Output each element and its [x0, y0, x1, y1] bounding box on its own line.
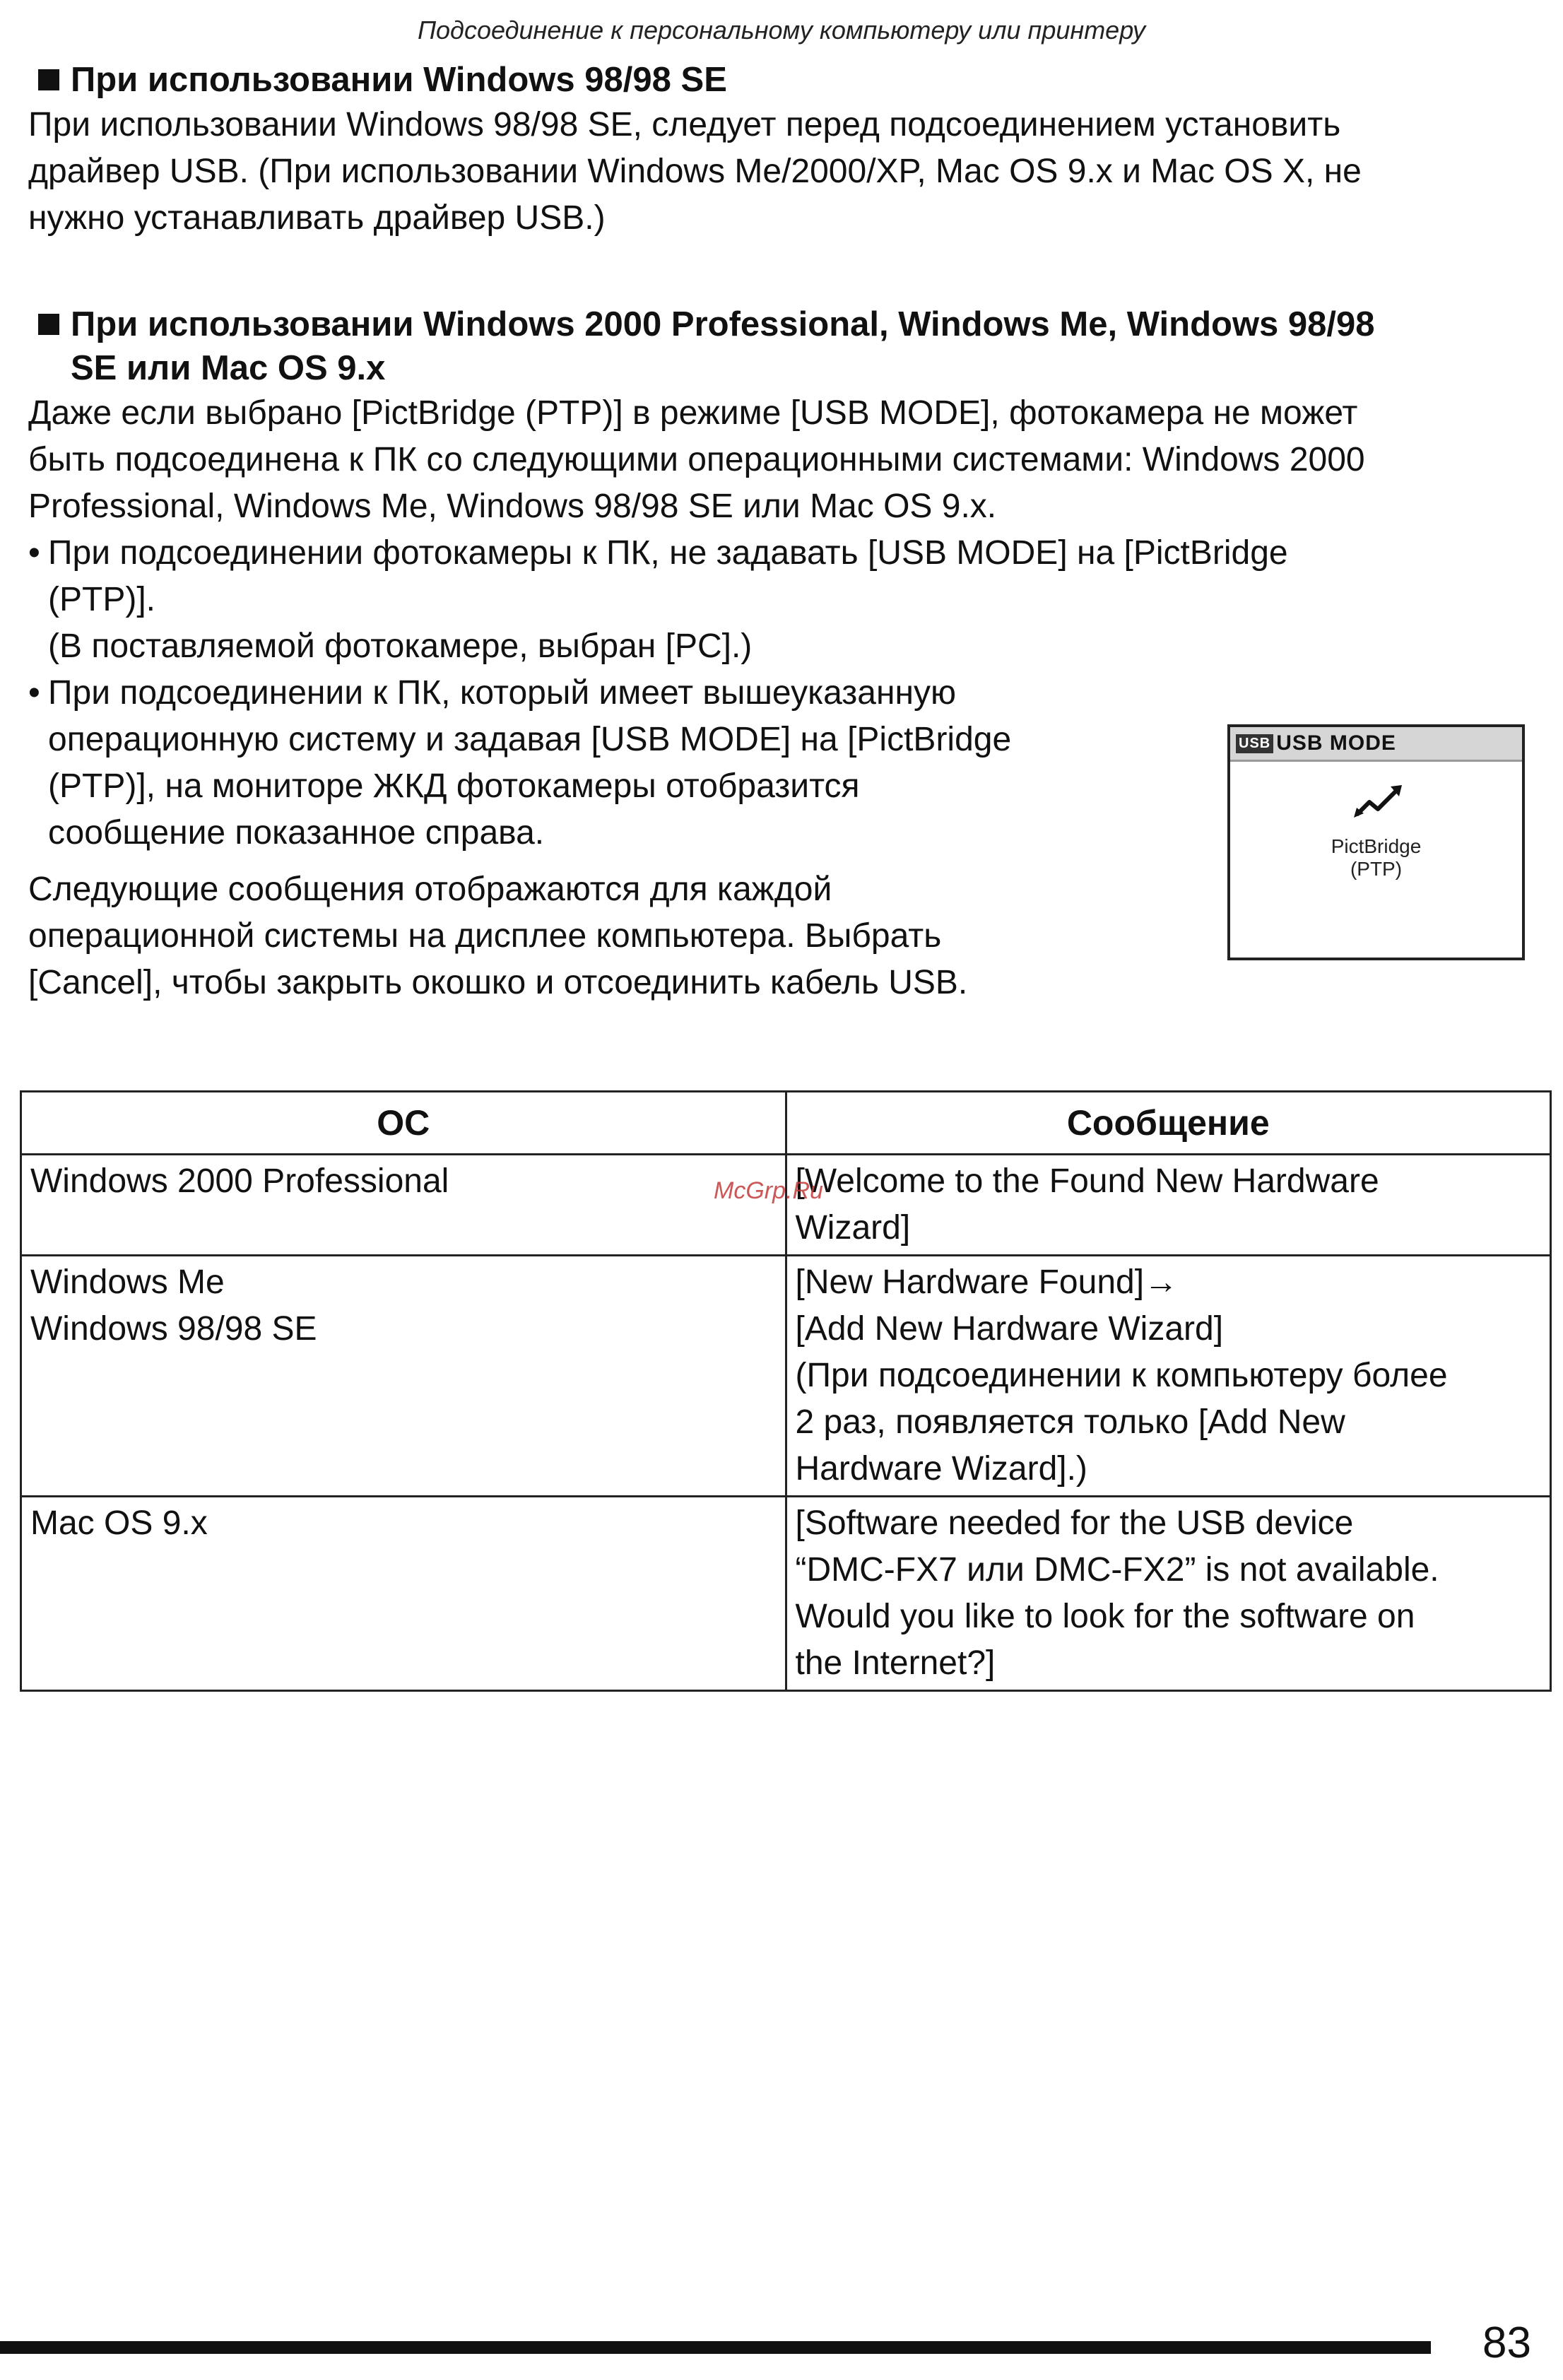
- lcd-title: USB MODE: [1276, 731, 1396, 755]
- bullet-item: • При подсоединении к ПК, который имеет вышеуказанную операционную систему и задавая [USB MODE] на [PictBridge (PTP)], на мониторе ЖКД фотокамеры отобразится сообщение показанное справа.: [28, 670, 1547, 856]
- lcd-title-bar: [1230, 727, 1522, 762]
- table-header-row: [21, 1092, 1551, 1155]
- lcd-screen-illustration: [1227, 724, 1525, 960]
- footer-rule: [0, 2341, 1431, 2354]
- section-title: При использовании Windows 2000 Professional, Windows Me, Windows 98/98 SE или Mac OS 9.x: [28, 302, 1547, 390]
- square-bullet-icon: [38, 314, 59, 335]
- paragraph-line: Следующие сообщения отображаются для каждой: [28, 871, 832, 908]
- table-row: [21, 1155, 1551, 1256]
- section-windows-98: [28, 58, 1547, 242]
- paragraph-line: Professional, Windows Me, Windows 98/98 SE или Mac OS 9.x.: [28, 488, 997, 525]
- lcd-label: PictBridge: [1331, 835, 1422, 857]
- watermark: McGrp.Ru: [714, 1177, 823, 1204]
- pictbridge-icon: [1354, 784, 1403, 823]
- paragraph-line: [Cancel], чтобы закрыть окошко и отсоединить кабель USB.: [28, 964, 968, 1001]
- os-cell: Windows 2000 Professional: [21, 1155, 786, 1256]
- page-header: Подсоединение к персональному компьютеру или принтеру: [417, 16, 1146, 45]
- paragraph-line: нужно устанавливать драйвер USB.): [28, 199, 606, 237]
- paragraph-line: При использовании Windows 98/98 SE, следует перед подсоединением установить: [28, 106, 1341, 143]
- column-header-message: Сообщение: [786, 1092, 1551, 1155]
- message-cell: [New Hardware Found]→ [Add New Hardware Wizard] (При подсоединении к компьютеру более 2 раз, появляется только [Add New Hardware Wizard].): [786, 1256, 1551, 1497]
- bullet-dot: •: [28, 534, 40, 572]
- message-cell: [Software needed for the USB device “DMC-FX7 или DMC-FX2” is not available. Would you like to look for the software on the Internet?]: [786, 1497, 1551, 1691]
- table-row: [21, 1497, 1551, 1691]
- usb-badge: USB: [1236, 734, 1273, 753]
- lcd-label: (PTP): [1350, 858, 1403, 880]
- square-bullet-icon: [38, 69, 59, 90]
- column-header-os: ОС: [21, 1092, 786, 1155]
- bullet-dot: •: [28, 674, 40, 712]
- paragraph-line: драйвер USB. (При использовании Windows Me/2000/XP, Mac OS 9.x и Mac OS X, не: [28, 153, 1362, 190]
- paragraph-line: Даже если выбрано [PictBridge (PTP)] в режиме [USB MODE], фотокамера не может: [28, 394, 1358, 432]
- paragraph-line: операционной системы на дисплее компьютера. Выбрать: [28, 917, 942, 955]
- os-cell: Mac OS 9.x: [21, 1497, 786, 1691]
- os-cell: Windows Me Windows 98/98 SE: [21, 1256, 786, 1497]
- table-row: [21, 1256, 1551, 1497]
- bullet-item: • При подсоединении фотокамеры к ПК, не задавать [USB MODE] на [PictBridge (PTP)]. (В поставляемой фотокамере, выбран [PC].): [28, 530, 1547, 670]
- message-cell: [Welcome to the Found New Hardware Wizard]: [786, 1155, 1551, 1256]
- section-title: При использовании Windows 98/98 SE: [28, 58, 1547, 102]
- page-number: 83: [1482, 2319, 1531, 2367]
- paragraph-line: быть подсоединена к ПК со следующими операционными системами: Windows 2000: [28, 441, 1365, 478]
